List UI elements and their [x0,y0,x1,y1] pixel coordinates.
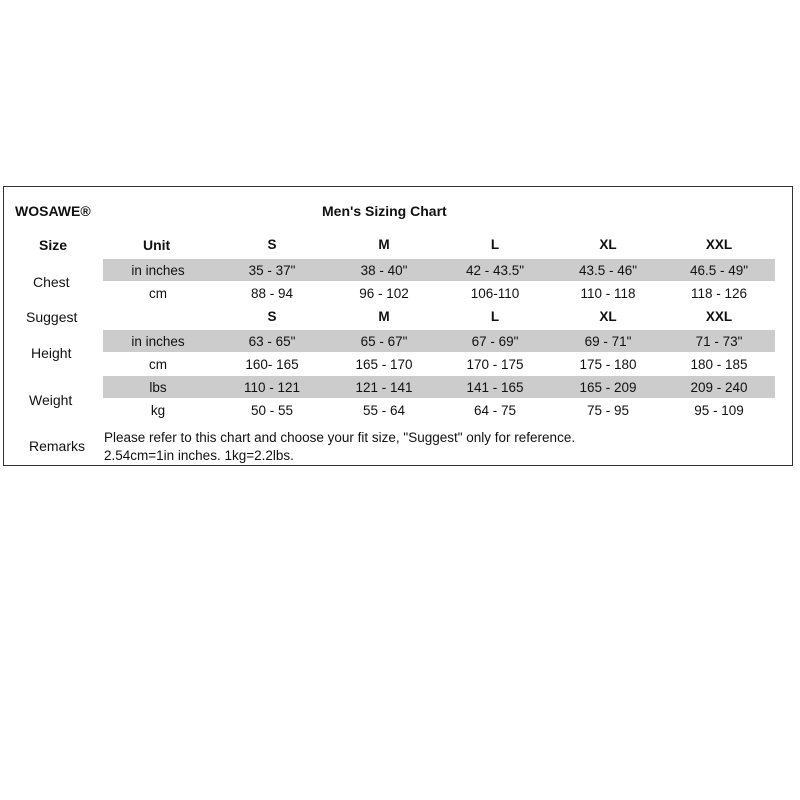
table-cell: 110 - 118 [580,286,636,301]
table-cell: 165 - 170 [355,357,413,372]
row-label-size: Size [39,237,68,253]
header-size-xl: XL [599,237,617,252]
row-label-suggest: Suggest [26,309,78,325]
remarks-line-2: 2.54cm=1in inches. 1kg=2.2lbs. [104,448,294,463]
table-cell: 141 - 165 [466,380,524,395]
table-cell: 38 - 40" [360,263,408,278]
table-cell: 42 - 43.5" [465,263,525,278]
table-cell: 121 - 141 [355,380,413,395]
sizing-chart [3,186,793,466]
table-cell: 55 - 64 [362,403,406,418]
table-cell: 165 - 209 [579,380,637,395]
table-cell: 209 - 240 [690,380,748,395]
table-cell: 69 - 71" [584,334,632,349]
height-header-size-xl: XL [599,309,617,324]
table-cell: 71 - 73" [695,334,743,349]
chest-cm-unit: cm [149,286,167,301]
row-label-chest: Chest [33,274,70,290]
row-label-remarks: Remarks [29,438,86,454]
table-cell: 46.5 - 49" [689,263,749,278]
table-cell: 170 - 175 [466,357,524,372]
row-label-weight: Weight [29,392,73,408]
row-label-height: Height [31,345,72,361]
table-cell: 160- 165 [245,357,299,372]
height-inches-unit: in inches [131,334,185,349]
weight-kg-unit: kg [150,403,166,418]
chest-inches-unit: in inches [131,263,185,278]
header-size-s: S [267,237,277,252]
table-cell: 175 - 180 [579,357,637,372]
table-cell: 75 - 95 [586,403,630,418]
table-cell: 43.5 - 46" [578,263,638,278]
height-header-size-xxl: XXL [705,309,733,324]
table-cell: 95 - 109 [694,403,744,418]
table-cell: 50 - 55 [250,403,294,418]
table-cell: 67 - 69" [471,334,519,349]
brand-logo-text: WOSAWE® [15,203,91,219]
chart-title: Men's Sizing Chart [322,203,447,219]
remarks-line-1: Please refer to this chart and choose your fit size, "Suggest" only for reference. [104,430,576,445]
table-cell: 88 - 94 [250,286,294,301]
height-header-size-s: S [267,309,277,324]
table-cell: 110 - 121 [243,380,301,395]
table-cell: 96 - 102 [359,286,409,301]
table-cell: 106-110 [470,286,520,301]
table-cell: 65 - 67" [360,334,408,349]
table-cell: 63 - 65" [248,334,296,349]
header-size-l: L [490,237,500,252]
table-cell: 35 - 37" [248,263,296,278]
weight-lbs-unit: lbs [149,380,167,395]
height-header-size-m: M [378,309,390,324]
table-cell: 180 - 185 [690,357,748,372]
header-size-xxl: XXL [705,237,733,252]
table-cell: 118 - 126 [690,286,748,301]
table-cell: 64 - 75 [473,403,517,418]
height-cm-unit: cm [149,357,167,372]
header-unit: Unit [143,237,171,253]
header-size-m: M [378,237,390,252]
height-header-size-l: L [490,309,500,324]
